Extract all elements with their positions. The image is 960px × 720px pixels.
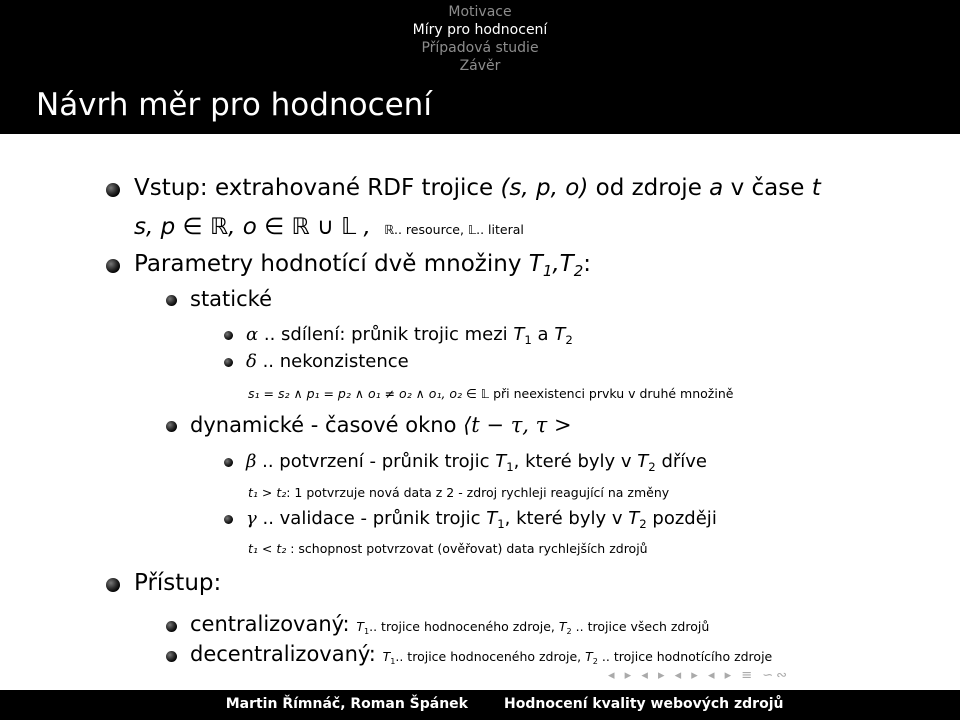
bullet-icon [224, 331, 233, 340]
item-centralizovany: centralizovaný: $T_1$.. trojice hodnoceného zdroje, $T_2$ .. trojice všech zdrojů [190, 612, 710, 636]
top-navigation [0, 0, 960, 78]
bullet-icon [224, 515, 233, 524]
item-beta: β .. potvrzení - průnik trojic $T_1$, které byly v $T_2$ dříve [246, 451, 707, 475]
bullet-icon [224, 358, 233, 367]
item-staticke: statické [190, 287, 272, 311]
item-beta-note: t₁ > t₂: 1 potvrzuje nová data z 2 - zdroj rychleji reagující na změny [248, 485, 670, 500]
footer-talk-title: Hodnocení kvality webových zdrojů [504, 696, 784, 712]
nav-item-pripadova-studie[interactable]: Případová studie [421, 40, 539, 56]
bullet-icon [166, 295, 177, 306]
footer-authors: Martin Římnáč, Roman Špánek [225, 696, 468, 712]
item-pristup: Přístup: [134, 570, 222, 596]
item-gamma: γ .. validace - průnik trojic $T_1$, které byly v $T_2$ později [246, 508, 717, 532]
item-gamma-note: t₁ < t₂ : schopnost potvrzovat (ověřovat) data rychlejších zdrojů [248, 541, 648, 556]
item-alpha: α .. sdílení: průnik trojic mezi $T_1$ a $T_2$ [246, 324, 573, 348]
bullet-icon [106, 183, 120, 197]
bullet-icon [106, 578, 120, 592]
bullet-icon [106, 259, 120, 273]
section-nav [300, 3, 660, 75]
bullet-icon [224, 458, 233, 467]
bullet-icon [166, 621, 177, 632]
item-decentralizovany: decentralizovaný: $T_1$.. trojice hodnoceného zdroje, $T_2$ .. trojice hodnotícího zdroje [190, 642, 773, 666]
bullet-icon [166, 651, 177, 662]
nav-item-miry[interactable]: Míry pro hodnocení [412, 22, 548, 38]
nav-item-zaver[interactable]: Závěr [459, 58, 501, 74]
item-dynamicke: dynamické - časové okno ⟨t − τ, τ > [190, 413, 572, 437]
frame-title: Návrh měr pro hodnocení [36, 87, 432, 123]
item-parametry: Parametry hodnotící dvě množiny $T_1,T_2$: [134, 251, 591, 281]
item-vstup: Vstup: extrahované RDF trojice (s, p, o) od zdroje a v čase t [134, 175, 821, 201]
item-delta-note: s₁ = s₂ ∧ p₁ = p₂ ∧ o₁ ≠ o₂ ∧ o₁, o₂ ∈ 𝕃 při neexistenci prvku v druhé množině [248, 386, 734, 401]
item-delta: δ .. nekonzistence [246, 351, 409, 372]
item-vstup-domains: s, p ∈ ℝ, o ∈ ℝ ∪ 𝕃 , ℝ.. resource, 𝕃.. literal [134, 214, 524, 240]
beamer-navigation-icons[interactable]: ◂ ▸ ◂ ▸ ◂ ▸ ◂ ▸ ≡ ∽∾ [608, 668, 791, 683]
nav-item-motivace[interactable]: Motivace [448, 4, 512, 20]
bullet-icon [166, 421, 177, 432]
